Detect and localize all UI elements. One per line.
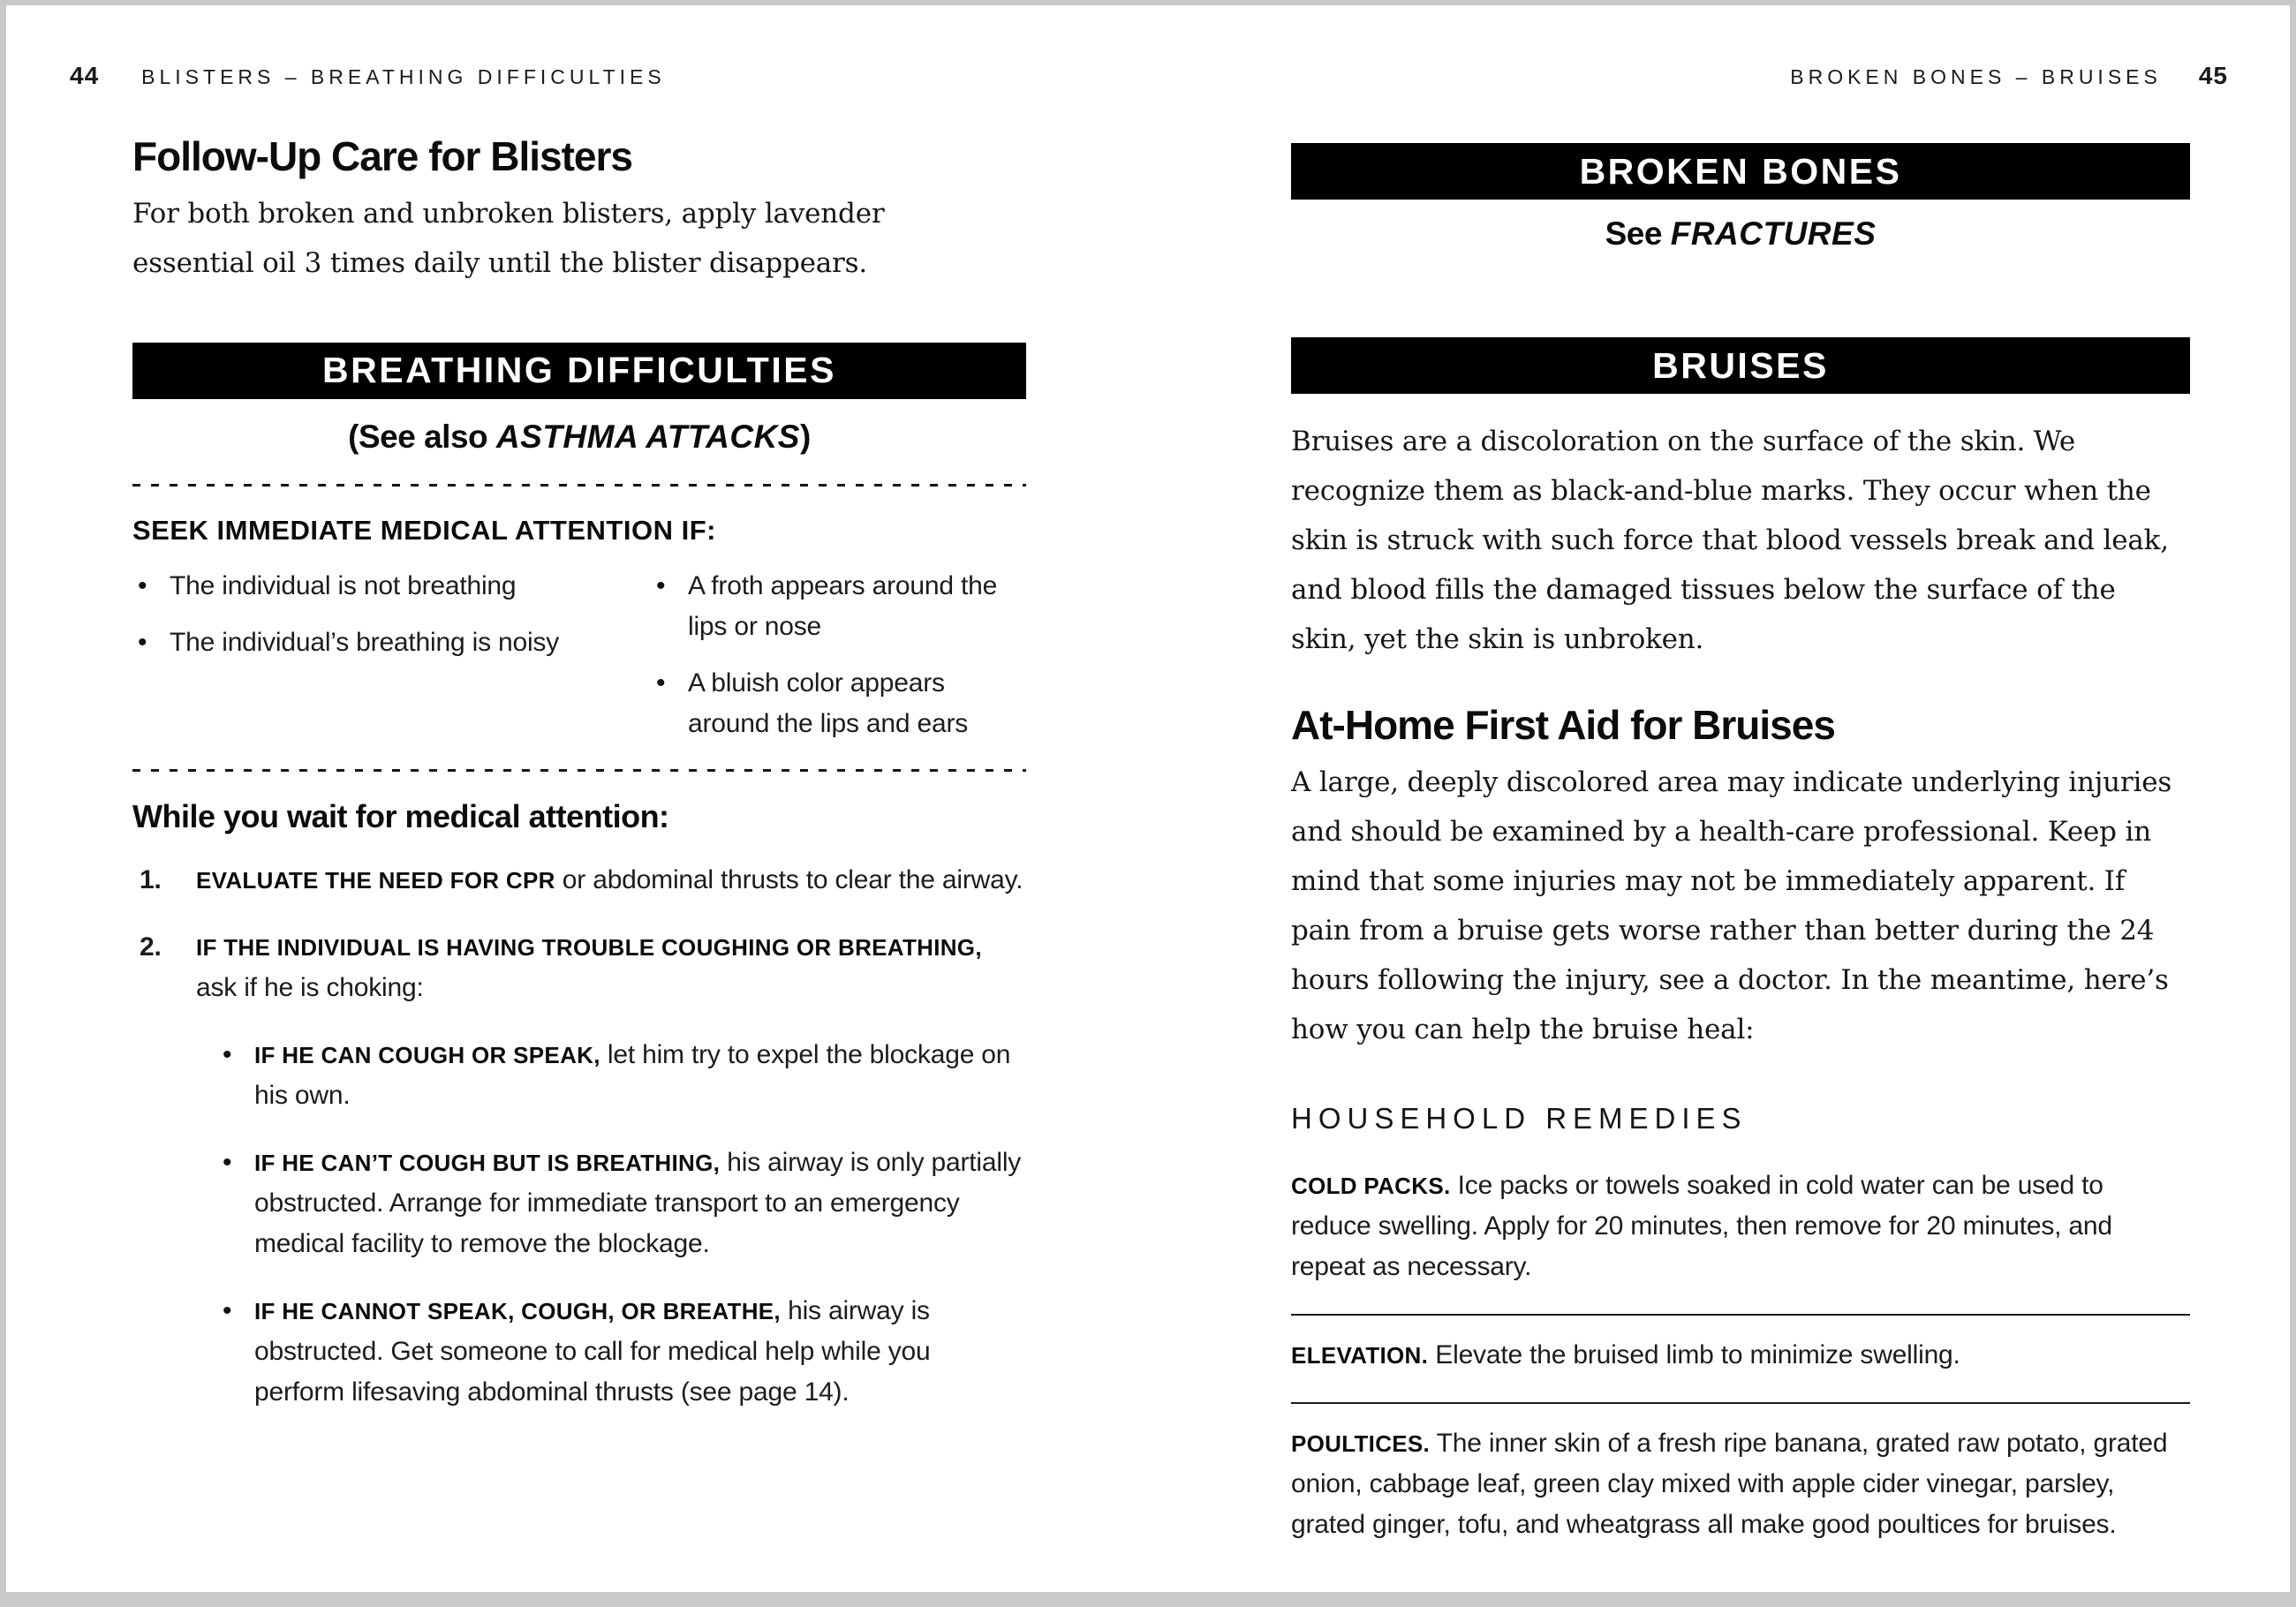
remedy-cold-packs (1291, 1166, 2190, 1287)
at-home-first-aid-heading: At-Home First Aid for Bruises (1291, 702, 1835, 748)
step-lead: EVALUATE THE NEED FOR CPR (196, 866, 555, 894)
blisters-followup-body: For both broken and unbroken blisters, apply lavender essential oil 3 times daily until the blister disappears. (132, 197, 885, 279)
step-number: 2. (140, 932, 162, 962)
remedy-lead: ELEVATION. (1291, 1341, 1429, 1369)
remedy-text: Elevate the bruised limb to minimize swelling. (1428, 1339, 1960, 1369)
running-head-right-text: BROKEN BONES – BRUISES (1790, 65, 2162, 88)
see-fractures-reference: FRACTURES (1670, 215, 1877, 252)
list-item (217, 1143, 1026, 1264)
bullet-lead: IF HE CANNOT SPEAK, COUGH, OR BREATHE, (254, 1297, 781, 1324)
list-item: • The individual is not breathing (132, 566, 593, 607)
bullet-text: his airway is obstructed. Get someone to call for medical help while you perform lifesaving abdominal thrusts (see page 14). (254, 1295, 931, 1407)
bullet-lead: IF HE CAN COUGH OR SPEAK, (254, 1041, 600, 1068)
list-item: • A bluish color appears around the lips and ears (651, 663, 1026, 744)
broken-bones-banner (1291, 143, 2190, 200)
list-item (217, 1035, 1026, 1116)
remedy-lead: POULTICES. (1291, 1430, 1431, 1457)
list-item (217, 1291, 1026, 1413)
dashed-divider-bottom (132, 769, 1026, 772)
symptom-column-1 (132, 566, 651, 760)
remedy-divider (1291, 1402, 2190, 1404)
step-text: or abdominal thrusts to clear the airway. (555, 864, 1023, 894)
remedy-text: The inner skin of a fresh ripe banana, grated raw potato, grated onion, cabbage leaf, green clay mixed with apple cider vinegar, parsley, grated ginger, tofu, and wheatgrass all make good poultices for bruises. (1291, 1428, 2168, 1539)
breathing-difficulties-banner-text: BREATHING DIFFICULTIES (322, 350, 836, 391)
while-you-wait-heading: While you wait for medical attention: (132, 797, 669, 834)
list-item: • A froth appears around the lips or nose (651, 566, 1026, 647)
page-number-right: 45 (2198, 62, 2228, 89)
remedy-text: Ice packs or towels soaked in cold water can be used to reduce swelling. Apply for 20 minutes, then remove for 20 minutes, and repeat as necessary. (1291, 1170, 2112, 1281)
step-text: ask if he is choking: (196, 972, 424, 1002)
see-also-prefix: (See also (348, 418, 496, 455)
step-item (132, 927, 1026, 1008)
first-aid-steps (132, 860, 1026, 1008)
bruises-banner-text: BRUISES (1652, 344, 1829, 386)
remedy-divider (1291, 1314, 2190, 1316)
dashed-divider-top (132, 484, 1026, 487)
broken-bones-banner-text: BROKEN BONES (1579, 150, 1902, 192)
book-page-spread (6, 5, 2290, 1592)
remedy-elevation (1291, 1335, 2190, 1376)
remedy-lead: COLD PACKS. (1291, 1172, 1451, 1199)
see-also-reference: ASTHMA ATTACKS (495, 418, 800, 455)
bullet-lead: IF HE CAN’T COUGH BUT IS BREATHING, (254, 1149, 721, 1176)
see-fractures-line (1291, 215, 2190, 253)
remedy-poultices (1291, 1423, 2190, 1545)
page-number-left: 44 (70, 62, 100, 89)
symptom-bullet-columns (132, 566, 1026, 760)
step-lead: IF THE INDIVIDUAL IS HAVING TROUBLE COUGHING OR BREATHING, (196, 933, 982, 961)
running-head-left-text: BLISTERS – BREATHING DIFFICULTIES (141, 65, 666, 88)
left-page-column (132, 5, 1026, 1439)
see-also-line (132, 419, 1026, 456)
blisters-followup-heading: Follow-Up Care for Blisters (132, 133, 632, 179)
step-item (132, 860, 1026, 901)
symptom-column-2 (651, 566, 1026, 760)
right-page-column (1291, 5, 2190, 1572)
choking-sub-bullets (132, 1035, 1026, 1413)
bruises-intro-paragraph: Bruises are a discoloration on the surface of the skin. We recognize them as black-and-blue marks. They occur when the skin is struck with such force that blood vessels break and leak, and blood fills the damaged tissues below the surface of the skin, yet the skin is unbroken. (1291, 426, 2169, 655)
bullet-text: his airway is only partially obstructed. Arrange for immediate transport to an emergency medical facility to remove the blockage. (254, 1147, 1022, 1258)
see-also-suffix: ) (800, 418, 811, 455)
bullet-text: let him try to expel the blockage on his own. (254, 1039, 1011, 1110)
seek-attention-heading: SEEK IMMEDIATE MEDICAL ATTENTION IF: (132, 514, 716, 546)
see-prefix: See (1605, 215, 1671, 252)
list-item: • The individual’s breathing is noisy (132, 622, 593, 663)
bruises-banner (1291, 337, 2190, 394)
household-remedies-heading: HOUSEHOLD REMEDIES (1291, 1101, 1748, 1135)
step-number: 1. (140, 864, 162, 894)
at-home-first-aid-body: A large, deeply discolored area may indicate underlying injuries and should be examined by a health-care professional. Keep in mind that some injuries may not be immediately apparent. If pain from a bruise gets worse rather than better during the 24 hours following the injury, see a doctor. In the meantime, here’s how you can help the bruise heal: (1291, 766, 2172, 1045)
breathing-difficulties-banner (132, 343, 1026, 399)
